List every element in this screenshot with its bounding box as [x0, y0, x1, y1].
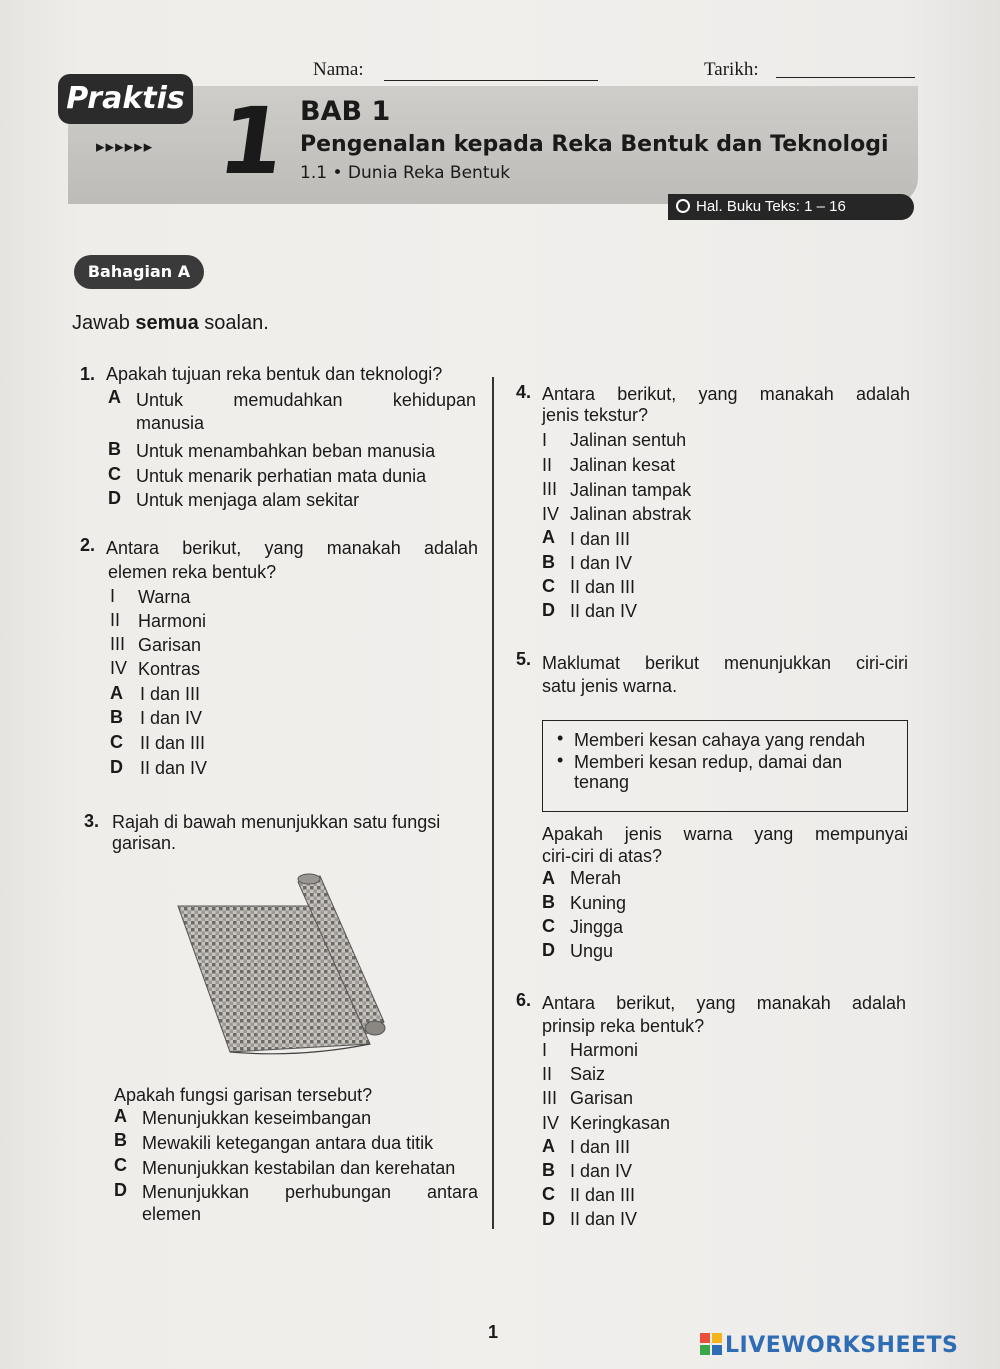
q5-question: Apakah jenis warna yang mempunyai [542, 824, 908, 844]
q6-option-letter[interactable]: A [542, 1136, 555, 1156]
q4-option-letter[interactable]: D [542, 600, 555, 620]
liveworksheets-text: LIVEWORKSHEETS [725, 1333, 959, 1358]
q2-option-letter[interactable]: A [110, 683, 123, 703]
q6-option-letter[interactable]: C [542, 1184, 555, 1204]
q2-option-letter[interactable]: D [110, 757, 123, 777]
q4-option[interactable]: II dan IV [570, 601, 638, 621]
page-number: 1 [488, 1322, 499, 1342]
q3-option-c[interactable]: Menunjukkan kestabilan dan kerehatan [142, 1158, 456, 1178]
q4-option[interactable]: I dan IV [570, 553, 633, 573]
q5-option[interactable]: Merah [570, 868, 622, 888]
q6-number: 6. [516, 990, 532, 1010]
q1-option-b-letter[interactable]: B [108, 439, 121, 459]
q4-text: Antara berikut, yang manakah adalah [542, 384, 910, 404]
chapter-number: 1 [212, 88, 292, 195]
q3-option-b[interactable]: Mewakili ketegangan antara dua titik [142, 1133, 434, 1153]
q4-item-numeral: III [542, 479, 558, 499]
q3-option-d[interactable]: Menunjukkan perhubungan antara [142, 1182, 478, 1202]
q5-option-letter[interactable]: B [542, 892, 555, 912]
q6-item-numeral: II [542, 1064, 553, 1084]
q6-item: Garisan [570, 1088, 634, 1108]
q2-item: Harmoni [138, 611, 207, 631]
q5-text-cont: satu jenis warna. [542, 676, 678, 696]
q5-bullet: Memberi kesan cahaya yang rendah [574, 730, 866, 750]
q4-item: Jalinan abstrak [570, 504, 692, 524]
q2-number: 2. [80, 535, 96, 555]
q5-option-letter[interactable]: D [542, 940, 555, 960]
q5-question-cont: ciri-ciri di atas? [542, 846, 663, 866]
q4-option-letter[interactable]: C [542, 576, 555, 596]
q1-option-b[interactable]: Untuk menambahkan beban manusia [136, 441, 436, 461]
q6-option-letter[interactable]: B [542, 1160, 555, 1180]
q6-option[interactable]: I dan IV [570, 1161, 633, 1181]
q3-text: Rajah di bawah menunjukkan satu fungsi [112, 812, 441, 832]
q6-item-numeral: III [542, 1088, 558, 1108]
q6-item: Harmoni [570, 1040, 639, 1060]
q4-text-cont: jenis tekstur? [542, 405, 649, 425]
q1-option-a-letter[interactable]: A [108, 387, 121, 407]
praktis-badge: Praktis [58, 74, 193, 124]
q3-option-d-cont[interactable]: elemen [142, 1204, 202, 1224]
textbook-reference-text: Hal. Buku Teks: 1 – 16 [696, 198, 846, 215]
q2-option[interactable]: II dan III [140, 733, 206, 753]
q2-text: Antara berikut, yang manakah adalah [106, 538, 478, 558]
q4-item-numeral: IV [542, 504, 560, 524]
q6-item: Saiz [570, 1064, 606, 1084]
q6-item-numeral: IV [542, 1113, 560, 1133]
instruction: Jawab semua soalan. [72, 312, 269, 334]
q4-item: Jalinan kesat [570, 455, 676, 475]
q6-text: Antara berikut, yang manakah adalah [542, 993, 906, 1013]
q2-item-numeral: III [110, 634, 126, 654]
q4-number: 4. [516, 382, 532, 402]
q4-item: Jalinan sentuh [570, 430, 687, 450]
q1-option-d-letter[interactable]: D [108, 488, 121, 508]
q1-number: 1. [80, 364, 96, 384]
q5-number: 5. [516, 649, 532, 669]
q5-option[interactable]: Kuning [570, 893, 627, 913]
subtopic: 1.1 • Dunia Reka Bentuk [300, 163, 511, 183]
q4-option-letter[interactable]: A [542, 527, 555, 547]
nama-input-line[interactable] [384, 80, 598, 81]
checkered-fabric-roll-image [170, 872, 392, 1062]
q2-option[interactable]: I dan IV [140, 708, 203, 728]
liveworksheets-logo [700, 1333, 958, 1358]
q5-bullet-cont: tenang [574, 772, 630, 792]
q2-text-cont: elemen reka bentuk? [108, 562, 277, 582]
q6-option-letter[interactable]: D [542, 1209, 555, 1229]
q2-item: Kontras [138, 659, 201, 679]
nama-label: Nama: [313, 59, 364, 80]
q6-item: Keringkasan [570, 1113, 671, 1133]
q2-option[interactable]: I dan III [140, 684, 201, 704]
q4-option[interactable]: II dan III [570, 577, 636, 597]
q4-option[interactable]: I dan III [570, 529, 631, 549]
q6-option[interactable]: II dan IV [570, 1209, 638, 1229]
q1-option-a-cont[interactable]: manusia [136, 413, 205, 433]
q4-option-letter[interactable]: B [542, 552, 555, 572]
q1-text: Apakah tujuan reka bentuk dan teknologi? [106, 364, 443, 384]
textbook-reference [668, 194, 914, 220]
q6-option[interactable]: II dan III [570, 1185, 636, 1205]
liveworksheets-icon [700, 1333, 722, 1355]
q5-bullet: Memberi kesan redup, damai dan [574, 752, 843, 772]
q5-option-letter[interactable]: C [542, 916, 555, 936]
tarikh-input-line[interactable] [776, 77, 915, 78]
section-badge: Bahagian A [74, 255, 204, 289]
q2-option-letter[interactable]: C [110, 732, 123, 752]
q3-number: 3. [84, 811, 100, 831]
q2-item-numeral: IV [110, 658, 128, 678]
bullet-icon: • [557, 728, 564, 748]
q3-option-letter[interactable]: C [114, 1155, 127, 1175]
q3-option-letter[interactable]: B [114, 1130, 127, 1150]
q2-item: Garisan [138, 635, 202, 655]
tarikh-label: Tarikh: [704, 59, 759, 80]
target-icon [676, 199, 690, 213]
chapter-title: Pengenalan kepada Reka Bentuk dan Teknologi [300, 132, 889, 157]
q6-item-numeral: I [542, 1040, 548, 1060]
q1-option-a[interactable]: Untuk memudahkan kehidupan [136, 390, 476, 410]
q2-item-numeral: II [110, 610, 121, 630]
bab-label: BAB 1 [300, 96, 391, 127]
q5-option[interactable]: Jingga [570, 917, 624, 937]
arrows-icon: ▸▸▸▸▸▸ [96, 137, 154, 156]
q6-option[interactable]: I dan III [570, 1137, 631, 1157]
q1-option-c-letter[interactable]: C [108, 464, 121, 484]
q4-item: Jalinan tampak [570, 480, 692, 500]
q2-option-letter[interactable]: B [110, 707, 123, 727]
q6-text-cont: prinsip reka bentuk? [542, 1016, 705, 1036]
q5-option[interactable]: Ungu [570, 941, 614, 961]
column-divider [492, 377, 494, 1229]
q3-option-a[interactable]: Menunjukkan keseimbangan [142, 1108, 372, 1128]
q5-text: Maklumat berikut menunjukkan ciri-ciri [542, 653, 908, 673]
q5-option-letter[interactable]: A [542, 868, 555, 888]
q3-question: Apakah fungsi garisan tersebut? [114, 1085, 373, 1105]
bullet-icon: • [557, 750, 564, 770]
q2-item: Warna [138, 587, 191, 607]
q3-option-letter[interactable]: D [114, 1180, 127, 1200]
q4-item-numeral: I [542, 430, 548, 450]
q3-text-cont: garisan. [112, 833, 177, 853]
q4-item-numeral: II [542, 455, 553, 475]
q2-option[interactable]: II dan IV [140, 758, 208, 778]
q3-option-letter[interactable]: A [114, 1106, 127, 1126]
q2-item-numeral: I [110, 586, 116, 606]
q1-option-d[interactable]: Untuk menjaga alam sekitar [136, 490, 360, 510]
q1-option-c[interactable]: Untuk menarik perhatian mata dunia [136, 466, 427, 486]
